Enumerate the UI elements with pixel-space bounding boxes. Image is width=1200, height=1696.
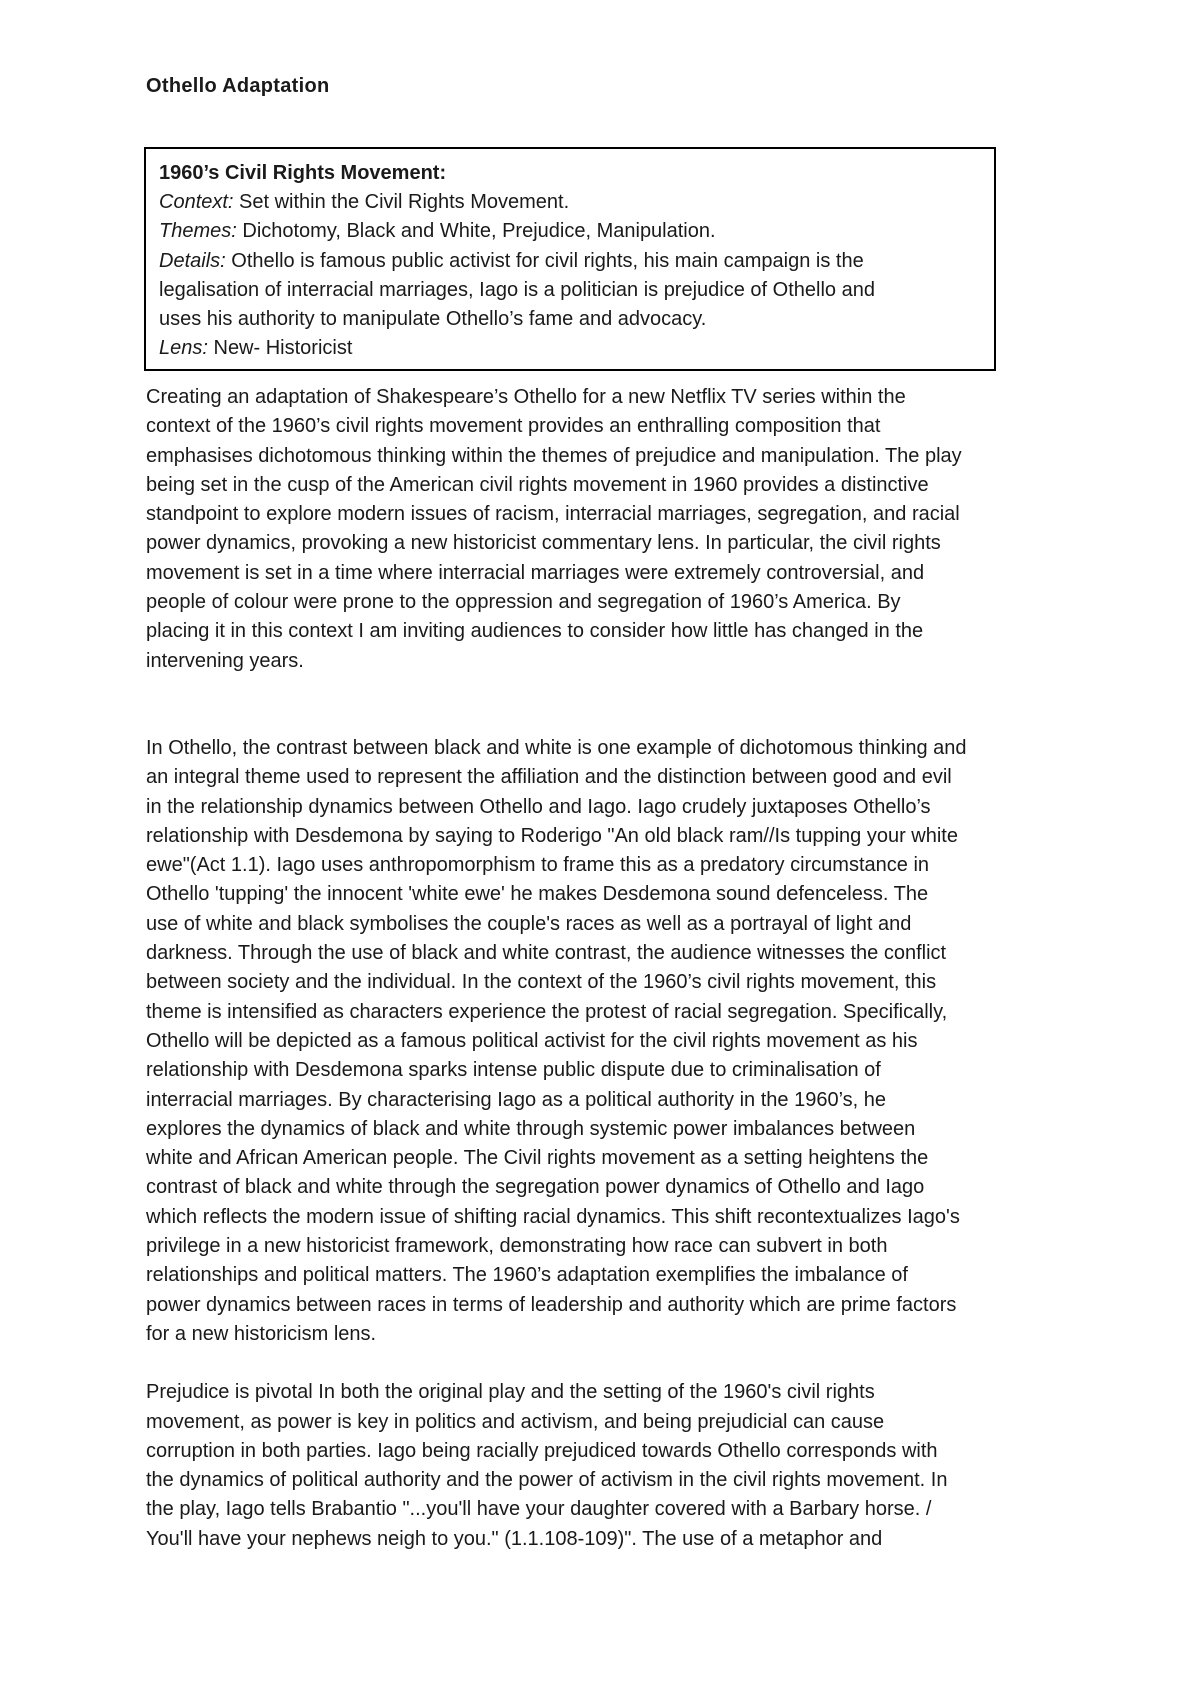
lens-row [159, 334, 980, 363]
text-line: In Othello, the contrast between black and white is one example of dichotomous thinking and [146, 736, 967, 759]
text-line: emphasises dichotomous thinking within the themes of prejudice and manipulation. The play [146, 444, 962, 467]
context-label: Context: [159, 191, 234, 214]
text-line: placing it in this context I am inviting audiences to consider how little has changed in the [146, 620, 924, 643]
text-line: explores the dynamics of black and white through systemic power imbalances between [146, 1117, 916, 1140]
details-line: legalisation of interracial marriages, Iago is a politician is prejudice of Othello and [159, 278, 875, 301]
text-line: Othello will be depicted as a famous political activist for the civil rights movement as his [146, 1029, 918, 1052]
text-line: which reflects the modern issue of shifting racial dynamics. This shift recontextualizes Iago's [146, 1205, 960, 1228]
text-line: theme is intensified as characters experience the protest of racial segregation. Specifically, [146, 1000, 948, 1023]
lens-label: Lens: [159, 337, 208, 360]
text-line: You'll have your nephews neigh to you." (1.1.108-109)". The use of a metaphor and [146, 1527, 883, 1550]
details-line: Othello is famous public activist for civil rights, his main campaign is the [225, 249, 864, 272]
text-line: an integral theme used to represent the affiliation and the distinction between good and evil [146, 766, 952, 789]
context-row [159, 188, 980, 217]
text-line: Prejudice is pivotal In both the original play and the setting of the 1960's civil rights [146, 1381, 875, 1404]
paragraph-black-and-white [146, 734, 1076, 1349]
text-line: white and African American people. The Civil rights movement as a setting heightens the [146, 1147, 929, 1170]
paragraph-introduction [146, 383, 1076, 676]
text-line: power dynamics between races in terms of leadership and authority which are prime factors [146, 1293, 957, 1316]
text-line: corruption in both parties. Iago being racially prejudiced towards Othello corresponds with [146, 1439, 938, 1462]
adaptation-summary-box [144, 147, 996, 371]
text-line: between society and the individual. In the context of the 1960’s civil rights movement, this [146, 971, 937, 994]
text-line: intervening years. [146, 649, 304, 672]
context-text: Set within the Civil Rights Movement. [233, 191, 570, 214]
text-line: people of colour were prone to the oppression and segregation of 1960’s America. By [146, 591, 901, 614]
text-line: the play, Iago tells Brabantio "...you'll have your daughter covered with a Barbary horse. / [146, 1498, 932, 1521]
themes-row [159, 217, 980, 246]
text-line: standpoint to explore modern issues of racism, interracial marriages, segregation, and racial [146, 503, 960, 526]
text-line: for a new historicism lens. [146, 1322, 377, 1345]
details-row [159, 247, 980, 276]
text-line: movement is set in a time where interracial marriages were extremely controversial, and [146, 561, 925, 584]
text-line: Creating an adaptation of Shakespeare’s Othello for a new Netflix TV series within the [146, 386, 906, 408]
document-page [146, 72, 1076, 1550]
text-line: the dynamics of political authority and the power of activism in the civil rights movement. In [146, 1469, 948, 1492]
text-line: in the relationship dynamics between Othello and Iago. Iago crudely juxtaposes Othello’s [146, 795, 931, 818]
essay-body [146, 383, 1076, 1554]
summary-heading: 1960’s Civil Rights Movement: [159, 162, 447, 184]
text-line: contrast of black and white through the segregation power dynamics of Othello and Iago [146, 1176, 925, 1199]
text-line: darkness. Through the use of black and white contrast, the audience witnesses the conflict [146, 942, 947, 965]
details-line: uses his authority to manipulate Othello’s fame and advocacy. [159, 308, 707, 331]
text-line: relationships and political matters. The 1960’s adaptation exemplifies the imbalance of [146, 1264, 908, 1287]
text-line: relationship with Desdemona sparks intense public dispute due to criminalisation of [146, 1059, 881, 1082]
lens-text: New- Historicist [207, 337, 353, 360]
paragraph-prejudice [146, 1378, 1076, 1554]
text-line: power dynamics, provoking a new historicist commentary lens. In particular, the civil rights [146, 532, 941, 555]
document-title: Othello Adaptation [146, 75, 330, 97]
details-label: Details: [159, 249, 226, 272]
text-line: movement, as power is key in politics and activism, and being prejudicial can cause [146, 1410, 885, 1433]
text-line: being set in the cusp of the American civil rights movement in 1960 provides a distinctive [146, 473, 929, 496]
text-line: Othello 'tupping' the innocent 'white ewe' he makes Desdemona sound defenceless. The [146, 883, 929, 906]
text-line: privilege in a new historicist framework, demonstrating how race can subvert in both [146, 1235, 888, 1258]
text-line: use of white and black symbolises the couple's races as well as a portrayal of light and [146, 912, 912, 935]
themes-text: Dichotomy, Black and White, Prejudice, Manipulation. [236, 220, 716, 243]
themes-label: Themes: [159, 220, 237, 243]
text-line: ewe"(Act 1.1). Iago uses anthropomorphism to frame this as a predatory circumstance in [146, 854, 930, 877]
text-line: relationship with Desdemona by saying to Roderigo "An old black ram//Is tupping your white [146, 824, 958, 847]
text-line: context of the 1960’s civil rights movement provides an enthralling composition that [146, 415, 881, 438]
text-line: interracial marriages. By characterising Iago as a political authority in the 1960’s, he [146, 1088, 887, 1111]
